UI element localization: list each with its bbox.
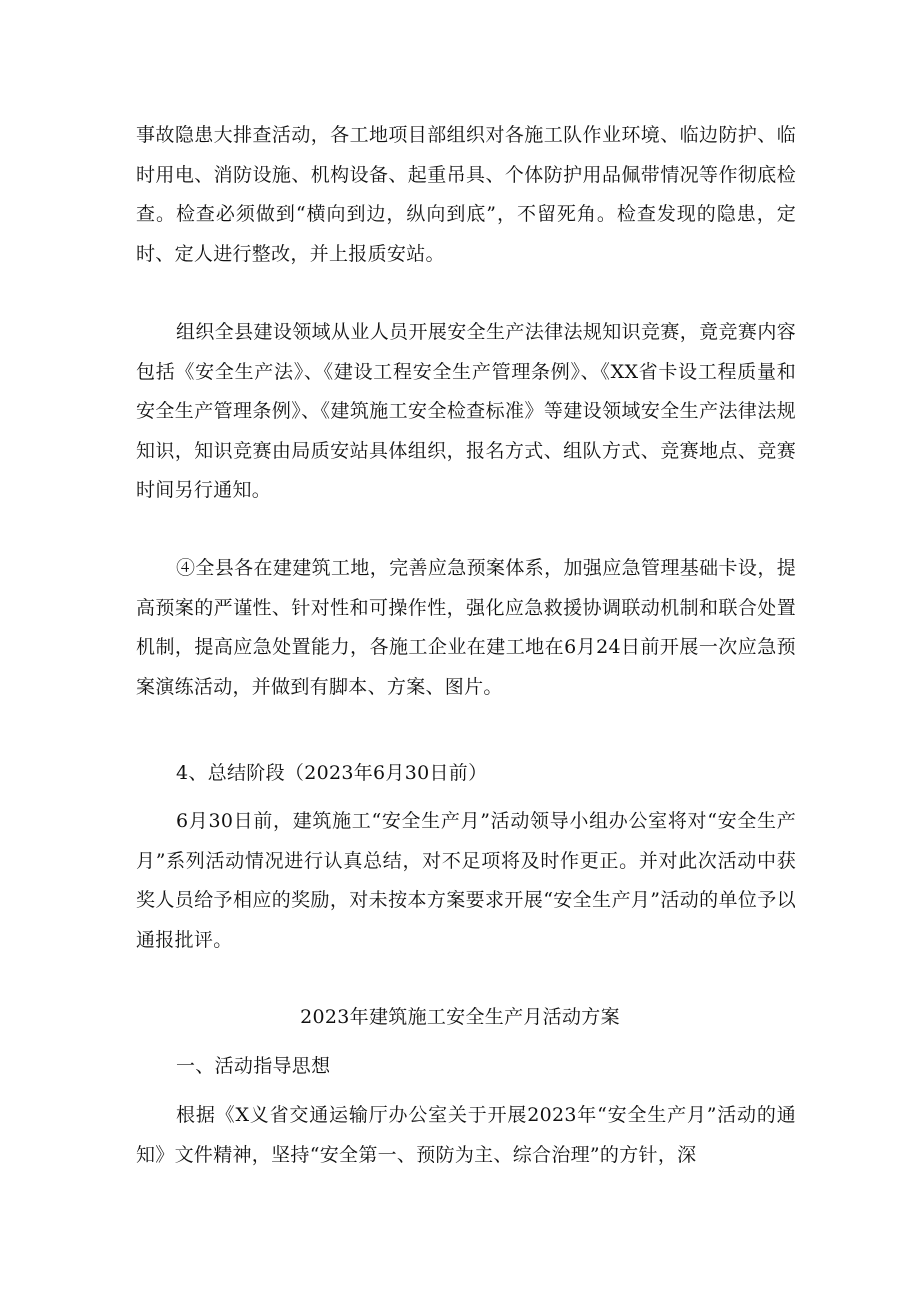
paragraph-emergency-plan: ④全县各在建建筑工地，完善应急预案体系，加强应急管理基础卡设，提高预案的严谨性、针对性和可操作性，强化应急救援协调联动机制和联合处置机制，提高应急处置能力，各施工企业在建工地在6月24日前开展一次应急预案演练活动，并做到有脚本、方案、图片。 bbox=[136, 557, 796, 698]
paragraph-summary: 6月30日前，建筑施工“安全生产月”活动领导小组办公室将对“安全生产月”系列活动情况进行认真总结，对不足项将及时作更正。并对此次活动中获奖人员给予相应的奖励，对未按本方案要求开展“安全生产月”活动的单位予以通报批评。 bbox=[136, 810, 796, 951]
section-heading-guiding-ideology: 一、活动指导思想 bbox=[176, 1055, 331, 1077]
document-title: 2023年建筑施工安全生产月活动方案 bbox=[300, 1006, 620, 1028]
paragraph-knowledge-contest: 组织全县建设领域从业人员开展安全生产法律法规知识竞赛，竟竞赛内容包括《安全生产法》、《建设工程安全生产管理条例》、《XX省卡设工程质量和安全生产管理条例》、《建筑施工安全检查标准》等建设领域安全生产法律法规知识，知识竞赛由局质安站具体组织，报名方式、组队方式、竞赛地点、竞赛时间另行通知。 bbox=[136, 321, 796, 501]
paragraph-guiding-ideology: 根据《X义省交通运输厅办公室关于开展2023年“安全生产月”活动的通知》文件精神，坚持“安全第一、预防为主、综合治理”的方针，深 bbox=[136, 1104, 796, 1166]
paragraph-hazard-inspection: 事故隐患大排查活动，各工地项目部组织对各施工队作业环境、临边防护、临时用电、消防设施、机构设备、起重吊具、个体防护用品佩带情况等作彻底检查。检查必须做到“横向到边，纵向到底”，不留死角。检查发现的隐患，定时、定人进行整改，并上报质安站。 bbox=[136, 124, 796, 265]
heading-summary-stage: 4、总结阶段（2023年6月30日前） bbox=[176, 762, 488, 784]
